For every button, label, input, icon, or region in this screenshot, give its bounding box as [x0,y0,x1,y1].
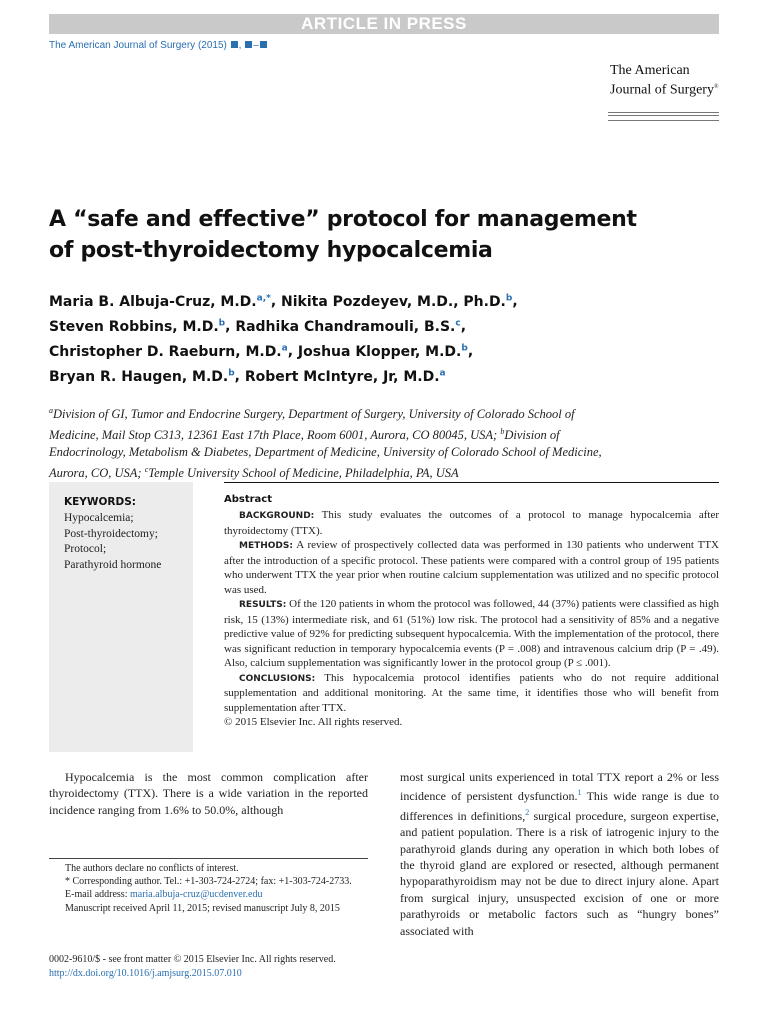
footnotes: The authors declare no conflicts of interest. * Corresponding author. Tel.: +1-303-724-2724; fax: +1-303-724-2733. E-mail address: maria.albuja-cruz@ucdenver.edu Manuscript received April 11, 2015; revised manuscript July 8, 2015 [65,863,352,914]
abstract-conclusions: CONCLUSIONS: This hypocalcemia protocol identifies patients who do not require additional supplementation and additional monitoring. At the same time, it identifies those who will benefit from supplementation after TTX. [224,671,719,714]
abstract-copyright: © 2015 Elsevier Inc. All rights reserved. [224,716,403,728]
logo-rule [608,112,719,121]
body-column-right: most surgical units experienced in total TTX report a 2% or less incidence of persistent dysfunction.$^1$ This wide range is due to differences in definitions,$^2$ surgical procedure, surgeon expertise, and patient population. There is a risk of iatrogenic injury to the parathyroid glands during any operation in which both lobes of the thyroid gland are explored or resected, although permanent hypoparathyroidism may not be due to direct injury alone. Apart from surgical injury, unsuspected excision of one or more parathyroids or metabolic factors such as “hungry bones” associated with [400,770,719,938]
abstract-body [224,508,719,730]
email-link[interactable]: maria.albuja-cruz@ucdenver.edu [129,889,263,901]
abstract-heading: Abstract [224,494,273,505]
author[interactable]: Steven Robbins, M.D.$^b$ [49,318,226,335]
article-title: A “safe and effective” protocol for management of post-thyroidectomy hypocalcemia [49,207,637,263]
affiliations: $^a$Division of GI, Tumor and Endocrine Surgery, Department of Surgery, University of Colorado School of Medicine, Mail Stop C313, 12361 East 17th Place, Room 6001, Aurora, CO 80045, USA; $^b$Division of Endocrinology, Metabolism & Diabetes, Department of Medicine, University of Colorado School of Medicine, Aurora, CO, USA; $^c$Temple University School of Medicine, Philadelphia, PA, USA [49,406,602,481]
doi-link[interactable]: http://dx.doi.org/10.1016/j.amjsurg.2015.07.010 [49,967,242,979]
abstract-methods: METHODS: A review of prospectively collected data was performed in 130 patients who underwent TTX after the introduction of a specific protocol. These patients were compared with a control group of 195 patients who underwent TTX the year prior when routine calcium supplementation was utilized and no specific protocol was used. [224,539,719,596]
journal-reference[interactable]: The American Journal of Surgery (2015) , – [49,40,268,51]
author[interactable]: Nikita Pozdeyev, M.D., Ph.D.$^b$ [281,293,513,310]
abstract-background: BACKGROUND: This study evaluates the outcomes of a protocol to manage hypocalcemia after thyroidectomy (TTX). [224,509,719,537]
abstract-rule [224,482,719,483]
article-in-press-banner: ARTICLE IN PRESS [49,14,719,34]
footnote-rule [49,858,368,859]
author[interactable]: Joshua Klopper, M.D.$^b$ [297,343,468,360]
square-icon [260,41,267,48]
journal-reference-text: The American Journal of Surgery (2015) [49,40,227,51]
body-column-left: Hypocalcemia is the most common complication after thyroidectomy (TTX). There is a wide variation in the reported incidence ranging from 1.6% to 50.0%, although [49,770,368,817]
author[interactable]: Maria B. Albuja-Cruz, M.D.$^{a,*}$ [49,293,271,310]
reference-link[interactable]: 2 [525,807,530,817]
author[interactable]: Christopher D. Raeburn, M.D.$^a$ [49,343,288,360]
keyword: Parathyroid hormone [64,558,162,571]
reference-link[interactable]: 1 [577,788,582,798]
author[interactable]: Bryan R. Haugen, M.D.$^b$ [49,368,235,386]
issn-line: 0002-9610/$ - see front matter © 2015 Elsevier Inc. All rights reserved. [49,954,336,965]
abstract-results: RESULTS: Of the 120 patients in whom the protocol was followed, 44 (37%) patients were classified as high risk, 15 (13%) intermediate risk, and 61 (51%) low risk. The protocol had a sensitivity of 85% and a negative predictive value of 92% for predicting subsequent hypocalcemia. With the implementation of the protocol, there was significant reduction in temporary hypocalcemia events (P = .008) and intravenous calcium drip (P = .49). Also, calcium supplementation was significantly lower in the protocol group (P ≤ .001). [224,598,719,669]
keywords-heading: KEYWORDS: [64,496,136,508]
keyword: Hypocalcemia; [64,512,134,524]
keyword: Post-thyroidectomy; [64,527,158,540]
keyword: Protocol; [64,543,107,555]
author[interactable]: Robert McIntyre, Jr, M.D.$^a$ [244,368,446,386]
square-icon [245,41,252,48]
square-icon [231,41,238,48]
author-list: Maria B. Albuja-Cruz, M.D.$^{a,*}$, Nikita Pozdeyev, M.D., Ph.D.$^b$, Steven Robbins, M.D.$^b$, Radhika Chandramouli, B.S.$^c$, Christopher D. Raeburn, M.D.$^a$, Joshua Klopper, M.D.$^b$, Bryan R. Haugen, M.D.$^b$, Robert McIntyre, Jr, M.D.$^a$ [49,293,518,386]
front-matter [49,953,336,980]
keywords-list [64,511,161,573]
author[interactable]: Radhika Chandramouli, B.S.$^c$ [235,318,461,335]
journal-logo: The American Journal of Surgery® [610,63,719,98]
